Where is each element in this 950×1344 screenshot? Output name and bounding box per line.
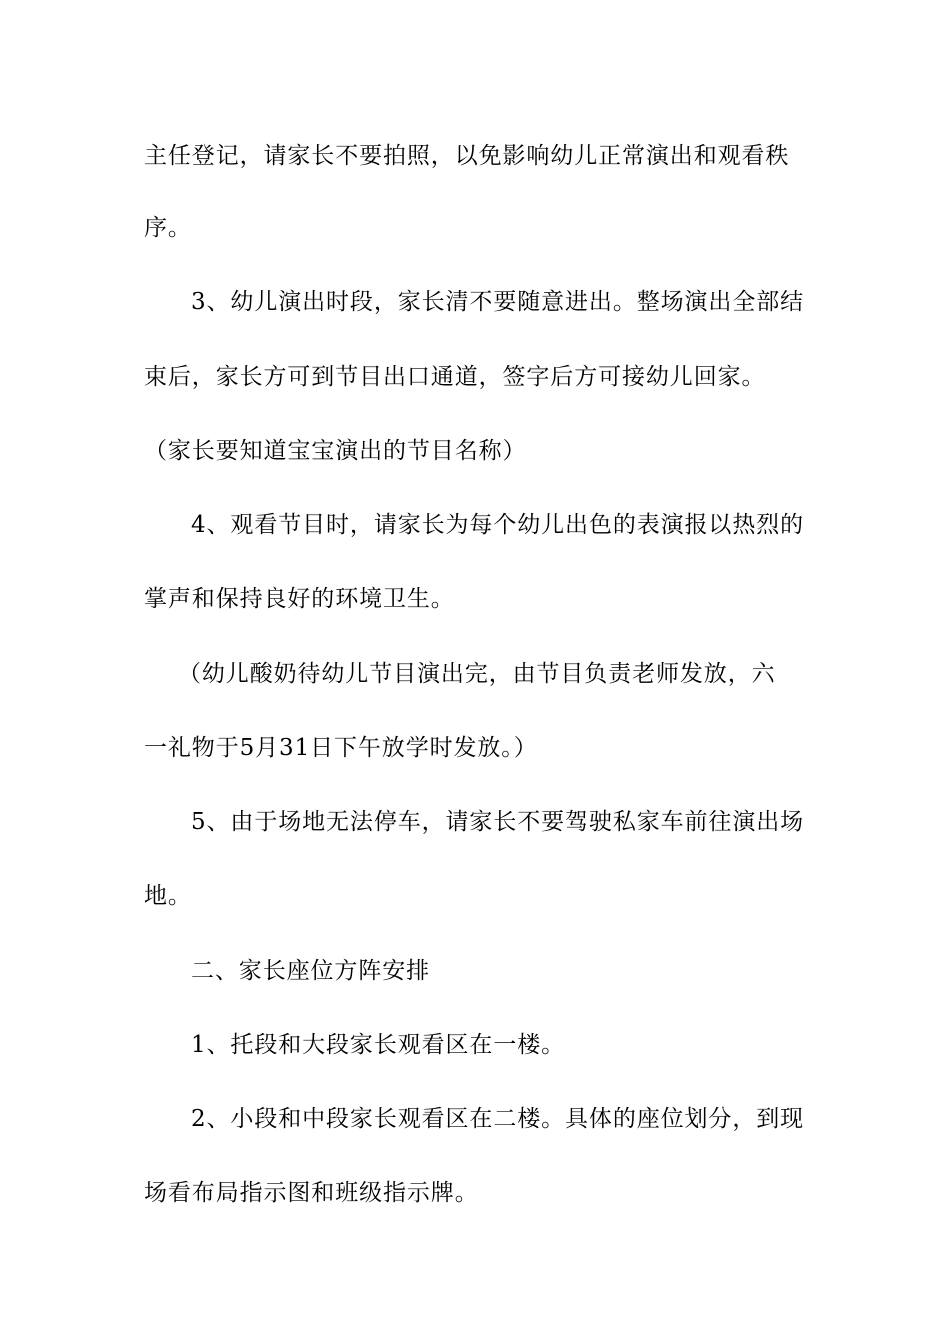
parenthetical-note: （家长要知道宝宝演出的节目名称） — [144, 438, 527, 464]
text-line: 束后，家长方可到节目出口通道，签字后方可接幼儿回家。 — [144, 364, 766, 390]
section-heading: 二、家长座位方阵安排 — [191, 958, 430, 984]
parenthetical-note: （幼儿酸奶待幼儿节目演出完，由节目负责老师发放，六 — [178, 661, 776, 687]
paragraph-item-5: 5、由于场地无法停车，请家长不要驾驶私家车前往演出场 — [191, 809, 805, 835]
text-line: 序。 — [144, 215, 192, 241]
text-line: 地。 — [144, 883, 192, 909]
paragraph-item-4: 4、观看节目时，请家长为每个幼儿出色的表演报以热烈的 — [191, 512, 805, 538]
paragraph-item-1: 1、托段和大段家长观看区在一楼。 — [191, 1032, 566, 1058]
text-line: 一礼物于5月31日下午放学时发放。） — [144, 735, 538, 761]
text-line: 场看布局指示图和班级指示牌。 — [144, 1180, 479, 1206]
text-line: 掌声和保持良好的环境卫生。 — [144, 586, 455, 612]
text-line: 主任登记，请家长不要拍照，以免影响幼儿正常演出和观看秩 — [144, 143, 790, 169]
paragraph-item-3: 3、幼儿演出时段，家长清不要随意进出。整场演出全部结 — [191, 289, 805, 315]
paragraph-item-2: 2、小段和中段家长观看区在二楼。具体的座位划分，到现 — [191, 1106, 805, 1132]
